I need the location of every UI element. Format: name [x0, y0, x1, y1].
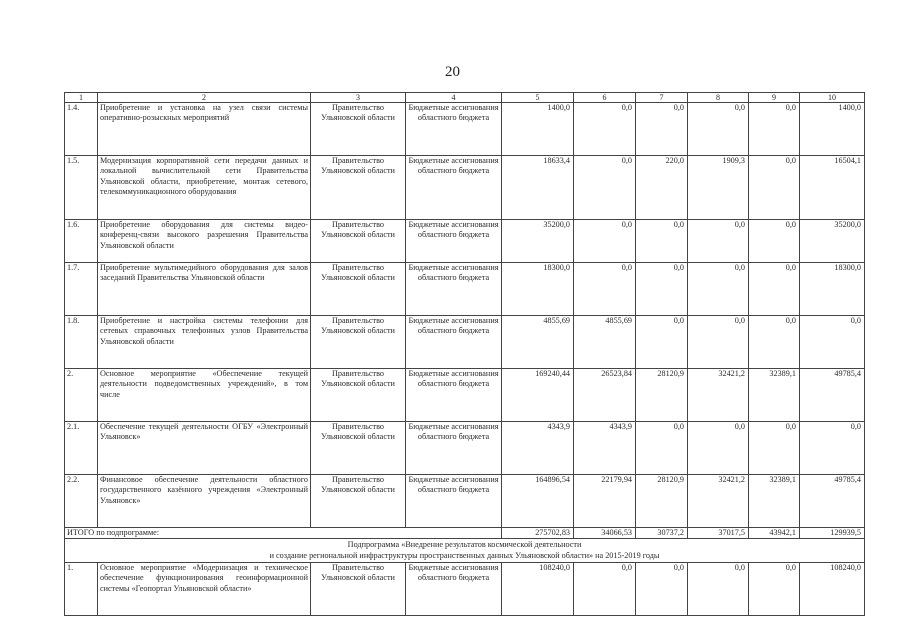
- row-number: 2.: [65, 369, 98, 422]
- row-number: 2.2.: [65, 475, 98, 528]
- column-header: 1: [65, 93, 98, 103]
- row-number: 1.8.: [65, 316, 98, 369]
- total-col9: 43942,1: [749, 528, 800, 539]
- value-col10: 49785,4: [800, 369, 865, 422]
- value-col7: 0,0: [636, 422, 688, 475]
- value-total: 1400,0: [502, 103, 574, 156]
- value-col8: 1909,3: [688, 156, 749, 220]
- total-value: 275702,83: [502, 528, 574, 539]
- value-col10: 0,0: [800, 316, 865, 369]
- value-col9: 32389,1: [749, 475, 800, 528]
- measure-name: Приобретение оборудования для системы видео-конференц-связи высокого разрешения Правительства Ульяновской области: [98, 220, 311, 263]
- executor: Правительство Ульяновской области: [311, 156, 406, 220]
- value-total: 35200,0: [502, 220, 574, 263]
- subprogram-line-1: Подпрограмма «Внедрение результатов космической деятельности: [347, 540, 582, 549]
- funding-source: Бюджетные ассигнования областного бюджета: [406, 263, 502, 316]
- value-col8: 0,0: [688, 563, 749, 616]
- value-col6: 0,0: [574, 220, 636, 263]
- measure-name: Основное мероприятие «Обеспечение текущей деятельности подведомственных учреждений», в том числе: [98, 369, 311, 422]
- value-col9: 0,0: [749, 563, 800, 616]
- value-col8: 32421,2: [688, 475, 749, 528]
- value-col7: 0,0: [636, 316, 688, 369]
- value-col10: 108240,0: [800, 563, 865, 616]
- value-col6: 0,0: [574, 156, 636, 220]
- row-number: 1.5.: [65, 156, 98, 220]
- funding-source: Бюджетные ассигнования областного бюджета: [406, 103, 502, 156]
- value-col10: 0,0: [800, 422, 865, 475]
- column-header: 8: [688, 93, 749, 103]
- row-number: 1.4.: [65, 103, 98, 156]
- executor: Правительство Ульяновской области: [311, 263, 406, 316]
- value-col8: 0,0: [688, 220, 749, 263]
- row-number: 1.: [65, 563, 98, 616]
- measure-name: Обеспечение текущей деятельности ОГБУ «Электронный Ульяновск»: [98, 422, 311, 475]
- value-col6: 4855,69: [574, 316, 636, 369]
- funding-source: Бюджетные ассигнования областного бюджета: [406, 220, 502, 263]
- value-col7: 28120,9: [636, 369, 688, 422]
- table-row: [65, 220, 865, 263]
- column-header: 10: [800, 93, 865, 103]
- column-number-row: [65, 93, 865, 103]
- total-col6: 34066,53: [574, 528, 636, 539]
- value-col10: 49785,4: [800, 475, 865, 528]
- value-total: 4855,69: [502, 316, 574, 369]
- column-header: 4: [406, 93, 502, 103]
- value-total: 4343,9: [502, 422, 574, 475]
- subprogram-row: [65, 539, 865, 563]
- row-number: 1.6.: [65, 220, 98, 263]
- column-header: 2: [98, 93, 311, 103]
- table-row: [65, 422, 865, 475]
- value-col6: 4343,9: [574, 422, 636, 475]
- executor: Правительство Ульяновской области: [311, 369, 406, 422]
- row-number: 2.1.: [65, 422, 98, 475]
- value-col9: 0,0: [749, 422, 800, 475]
- executor: Правительство Ульяновской области: [311, 103, 406, 156]
- page-number: 20: [445, 64, 460, 80]
- value-col8: 32421,2: [688, 369, 749, 422]
- executor: Правительство Ульяновской области: [311, 475, 406, 528]
- measure-name: Основное мероприятие «Модернизация и техническое обеспечение функционирования геоинформационной системы «Геопортал Ульяновской области»: [98, 563, 311, 616]
- column-header: 6: [574, 93, 636, 103]
- funding-source: Бюджетные ассигнования областного бюджета: [406, 156, 502, 220]
- value-col8: 0,0: [688, 316, 749, 369]
- measure-name: Приобретение и установка на узел связи системы оперативно-розыскных мероприятий: [98, 103, 311, 156]
- value-col8: 0,0: [688, 103, 749, 156]
- value-col6: 26523,84: [574, 369, 636, 422]
- table-row: [65, 103, 865, 156]
- funding-source: Бюджетные ассигнования областного бюджета: [406, 422, 502, 475]
- measure-name: Финансовое обеспечение деятельности областного государственного казённого учреждения «Электронный Ульяновск»: [98, 475, 311, 528]
- value-col10: 35200,0: [800, 220, 865, 263]
- value-col9: 0,0: [749, 220, 800, 263]
- subprogram-line-2: и создание региональной инфраструктуры пространственных данных Ульяновской области» на 2015-2019 годы: [269, 551, 660, 560]
- executor: Правительство Ульяновской области: [311, 563, 406, 616]
- table-row: [65, 316, 865, 369]
- total-label: ИТОГО по подпрограмме:: [65, 528, 502, 539]
- value-total: 18300,0: [502, 263, 574, 316]
- value-col9: 0,0: [749, 316, 800, 369]
- total-col7: 30737,2: [636, 528, 688, 539]
- value-col9: 0,0: [749, 103, 800, 156]
- column-header: 7: [636, 93, 688, 103]
- value-total: 108240,0: [502, 563, 574, 616]
- value-col6: 0,0: [574, 263, 636, 316]
- value-col6: 22179,94: [574, 475, 636, 528]
- column-header: 3: [311, 93, 406, 103]
- funding-source: Бюджетные ассигнования областного бюджета: [406, 316, 502, 369]
- value-col8: 0,0: [688, 422, 749, 475]
- value-col7: 0,0: [636, 103, 688, 156]
- value-col7: 0,0: [636, 220, 688, 263]
- subprogram-title: [65, 539, 865, 563]
- value-total: 18633,4: [502, 156, 574, 220]
- value-col6: 0,0: [574, 563, 636, 616]
- row-number: 1.7.: [65, 263, 98, 316]
- value-col6: 0,0: [574, 103, 636, 156]
- total-col8: 37017,5: [688, 528, 749, 539]
- funding-source: Бюджетные ассигнования областного бюджета: [406, 369, 502, 422]
- total-row: [65, 528, 865, 539]
- table-row: [65, 156, 865, 220]
- measure-name: Приобретение мультимедийного оборудования для залов заседаний Правительства Ульяновской области: [98, 263, 311, 316]
- value-total: 164896,54: [502, 475, 574, 528]
- value-col10: 16504,1: [800, 156, 865, 220]
- value-col8: 0,0: [688, 263, 749, 316]
- executor: Правительство Ульяновской области: [311, 316, 406, 369]
- table-row: [65, 475, 865, 528]
- table-row: [65, 369, 865, 422]
- value-col9: 0,0: [749, 156, 800, 220]
- value-col7: 220,0: [636, 156, 688, 220]
- value-col10: 18300,0: [800, 263, 865, 316]
- executor: Правительство Ульяновской области: [311, 220, 406, 263]
- column-header: 5: [502, 93, 574, 103]
- table-row: [65, 263, 865, 316]
- column-header: 9: [749, 93, 800, 103]
- budget-table: [64, 92, 865, 616]
- executor: Правительство Ульяновской области: [311, 422, 406, 475]
- value-col7: 0,0: [636, 563, 688, 616]
- funding-source: Бюджетные ассигнования областного бюджета: [406, 563, 502, 616]
- table-row: [65, 563, 865, 616]
- value-col9: 32389,1: [749, 369, 800, 422]
- value-col7: 0,0: [636, 263, 688, 316]
- measure-name: Модернизация корпоративной сети передачи данных и локальной вычислительной сети Правительства Ульяновской области, приобретение, монтаж сетевого, телекоммуникационного оборудования: [98, 156, 311, 220]
- measure-name: Приобретение и настройка системы телефонии для сетевых справочных телефонных узлов Правительства Ульяновской области: [98, 316, 311, 369]
- value-col7: 28120,9: [636, 475, 688, 528]
- funding-source: Бюджетные ассигнования областного бюджета: [406, 475, 502, 528]
- value-total: 169240,44: [502, 369, 574, 422]
- value-col9: 0,0: [749, 263, 800, 316]
- total-col10: 129939,5: [800, 528, 865, 539]
- value-col10: 1400,0: [800, 103, 865, 156]
